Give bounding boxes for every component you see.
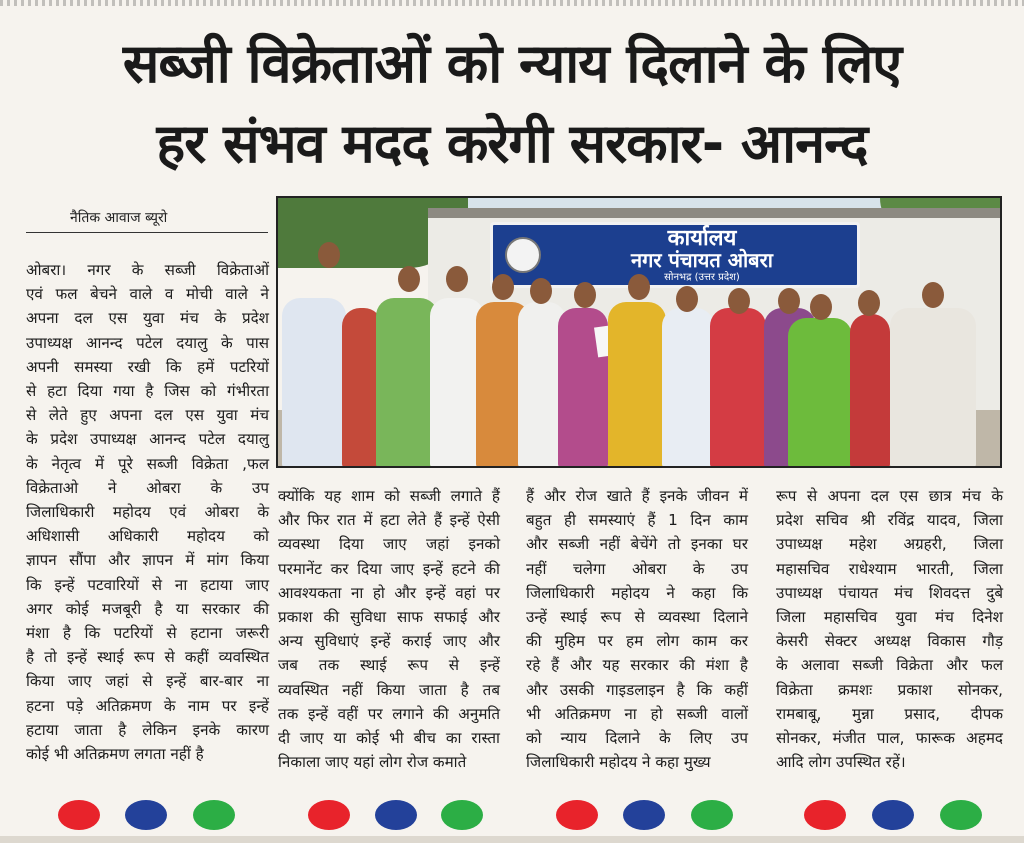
byline: नैतिक आवाज ब्यूरो xyxy=(70,210,168,226)
article-line: भी अतिक्रमण ना हो सब्जी वालों xyxy=(526,704,748,723)
article-line: मंशा है कि पटरियों से हटाना जरूरी xyxy=(26,624,269,643)
article-line: बहुत ही समस्याएं हैं 1 दिन काम xyxy=(526,511,748,530)
person-head xyxy=(318,242,340,268)
article-line: जब तक स्थाई रूप से इन्हें xyxy=(278,656,500,675)
red-dot-icon xyxy=(308,800,350,830)
article-line: नहीं चलेगा ओबरा के उप xyxy=(526,559,748,578)
article-line: जिलाधिकारी महोदय एवं ओबरा के xyxy=(26,503,269,522)
article-line: निकाला जाए यहां लोग रोज कमाते xyxy=(278,753,467,772)
article-column-1 xyxy=(26,258,269,766)
sign-line-3: सोनभद्र (उत्तर प्रदेश) xyxy=(664,272,740,283)
blue-dot-icon xyxy=(125,800,167,830)
person-figure xyxy=(788,318,852,468)
article-line: व्यवस्था दिया जाए जहां इनको xyxy=(278,535,500,554)
green-dot-icon xyxy=(940,800,982,830)
article-line: हटाया जाता है लेकिन इनके कारण xyxy=(26,720,269,739)
article-line: रहे हैं और यह सरकार की मंशा है xyxy=(526,656,748,675)
red-dot-icon xyxy=(556,800,598,830)
blue-dot-icon xyxy=(375,800,417,830)
article-line: और उसकी गाइडलाइन है कि कहीं xyxy=(526,680,748,699)
article-line: है तो इन्हें स्थाई रूप से कहीं व्यवस्थित xyxy=(26,648,269,667)
article-line: परमानेंट कर दिया जाए इन्हें हटने की xyxy=(278,559,500,578)
sign-line-2: नगर पंचायत ओबरा xyxy=(631,248,773,272)
article-line: अपनी समस्या रखी कि हमें पटरियों xyxy=(26,357,269,376)
person-head xyxy=(398,266,420,292)
article-line: प्रकाश की सुविधा साफ सफाई और xyxy=(278,608,500,627)
article-line: दी जाए या कोई भी बीच का रास्ता xyxy=(278,729,500,748)
person-figure xyxy=(608,302,666,468)
article-line: प्रदेश सचिव श्री रविंद्र यादव, जिला xyxy=(776,511,1003,530)
article-line: उपाध्यक्ष पंचायत मंच शिवदत्त दुबे xyxy=(776,583,1003,602)
bottom-edge xyxy=(0,836,1024,843)
article-line: उपाध्यक्ष आनन्द पटेल दयालु के पास xyxy=(26,333,269,352)
article-line: क्योंकि यह शाम को सब्जी लगाते हैं xyxy=(278,487,500,505)
article-line: आदि लोग उपस्थित रहें। xyxy=(776,753,906,772)
headline-line-2: हर संभव मदद करेगी सरकार- आनन्द xyxy=(156,112,868,175)
article-column-2 xyxy=(278,484,500,774)
article-line: तक इन्हें वहीं पर लगाने की अनुमति xyxy=(278,704,500,723)
article-line: जिलाधिकारी महोदय ने कहा कि xyxy=(526,583,748,602)
article-line: जिलाधिकारी महोदय ने कहा मुख्य xyxy=(526,753,711,772)
article-line: अधिशासी अधिकारी महोदय को xyxy=(26,527,269,546)
byline-divider xyxy=(26,232,268,233)
headline-line-1: सब्जी विक्रेताओं को न्याय दिलाने के लिए xyxy=(122,32,902,95)
person-figure xyxy=(890,308,976,468)
article-line: सोनकर, मंजीत पाल, फारूक अहमद xyxy=(776,729,1003,748)
article-line: से हटा दिया गया है जिस को गंभीरता xyxy=(26,382,269,401)
sign-line-1: कार्यालय xyxy=(667,226,737,251)
article-line: अपना दल एस युवा मंच के प्रदेश xyxy=(26,309,269,328)
green-dot-icon xyxy=(441,800,483,830)
article-line: रूप से अपना दल एस छात्र मंच के xyxy=(776,487,1003,505)
article-line: जिला महासचिव युवा मंच दिनेश xyxy=(776,608,1003,627)
article-line: हटना पड़े अतिक्रमण के नाम पर इन्हें xyxy=(26,696,269,715)
article-line: के प्रदेश उपाध्यक्ष आनन्द पटेल दयालु xyxy=(26,430,269,449)
person-head xyxy=(858,290,880,316)
article-line: अगर कोई मजबूरी है या सरकार की xyxy=(26,599,269,618)
article-column-3 xyxy=(526,484,748,774)
article-line: के अलावा सब्जी विक्रेता और फल xyxy=(776,656,1003,675)
news-photo xyxy=(276,196,1002,468)
red-dot-icon xyxy=(804,800,846,830)
article-line: व्यवस्थित नहीं किया जाता है तब xyxy=(278,680,500,699)
emblem-icon xyxy=(505,237,541,273)
article-line: कोई भी अतिक्रमण लगता नहीं है xyxy=(26,745,204,764)
person-head xyxy=(574,282,596,308)
person-figure xyxy=(282,298,346,468)
person-head xyxy=(492,274,514,300)
article-line: महासचिव राधेश्याम भारती, जिला xyxy=(776,559,1003,578)
article-line: उन्हें स्थाई रूप से व्यवस्था दिलाने xyxy=(526,608,748,627)
article-line: ओबरा। नगर के सब्जी विक्रेताओं xyxy=(26,261,269,279)
blue-dot-icon xyxy=(872,800,914,830)
article-line: एवं फल बेचने वाले व मोची वाले ने xyxy=(26,285,269,304)
article-line: किया जाए जहां से इन्हें बार-बार ना xyxy=(26,672,269,691)
office-signboard xyxy=(490,222,860,288)
article-line: विक्रेताओ ने ओबरा के उप xyxy=(26,478,269,497)
person-head xyxy=(676,286,698,312)
person-head xyxy=(530,278,552,304)
article-line: रामबाबू, मुन्ना प्रसाद, दीपक xyxy=(776,704,1003,723)
article-line: को न्याय दिलाने के लिए उप xyxy=(526,729,748,748)
red-dot-icon xyxy=(58,800,100,830)
top-border xyxy=(0,0,1024,6)
person-head xyxy=(922,282,944,308)
green-dot-icon xyxy=(193,800,235,830)
article-line: आवश्यकता ना हो और इन्हें वहां पर xyxy=(278,583,500,602)
article-line: उपाध्यक्ष महेश अग्रहरी, जिला xyxy=(776,535,1003,554)
person-figure xyxy=(376,298,438,468)
article-line: ज्ञापन सौंपा और ज्ञापन में मांग किया xyxy=(26,551,269,570)
person-head xyxy=(446,266,468,292)
article-line: विक्रेता क्रमशः प्रकाश सोनकर, xyxy=(776,680,1003,699)
person-figure xyxy=(662,308,714,468)
article-line: हैं और रोज खाते हैं इनके जीवन में xyxy=(526,487,748,505)
article-line: और सब्जी नहीं बेचेंगे तो इनका घर xyxy=(526,535,748,554)
article-column-4 xyxy=(776,484,1003,774)
article-line: के नेतृत्व में पूरे सब्जी विक्रेता ,फल xyxy=(26,454,269,473)
decorative-dots xyxy=(0,800,1024,834)
person-figure xyxy=(710,308,766,468)
article-line: की मुहिम पर हम लोग काम कर xyxy=(526,632,748,651)
green-dot-icon xyxy=(691,800,733,830)
article-line: केसरी सेक्टर अध्यक्ष विकास गौड़ xyxy=(776,632,1003,651)
blue-dot-icon xyxy=(623,800,665,830)
person-figure xyxy=(850,314,890,468)
article-line: कि इन्हें पटवारियों से ना हटाया जाए xyxy=(26,575,269,594)
article-line: से लेते हुए अपना दल एस युवा मंच xyxy=(26,406,269,425)
person-head xyxy=(728,288,750,314)
person-head xyxy=(628,274,650,300)
article-line: और फिर रात में हटा लेते हैं इन्हें ऐसी xyxy=(278,511,500,530)
article-line: अन्य सुविधाएं इन्हें कराई जाए और xyxy=(278,632,500,651)
person-head xyxy=(778,288,800,314)
person-head xyxy=(810,294,832,320)
